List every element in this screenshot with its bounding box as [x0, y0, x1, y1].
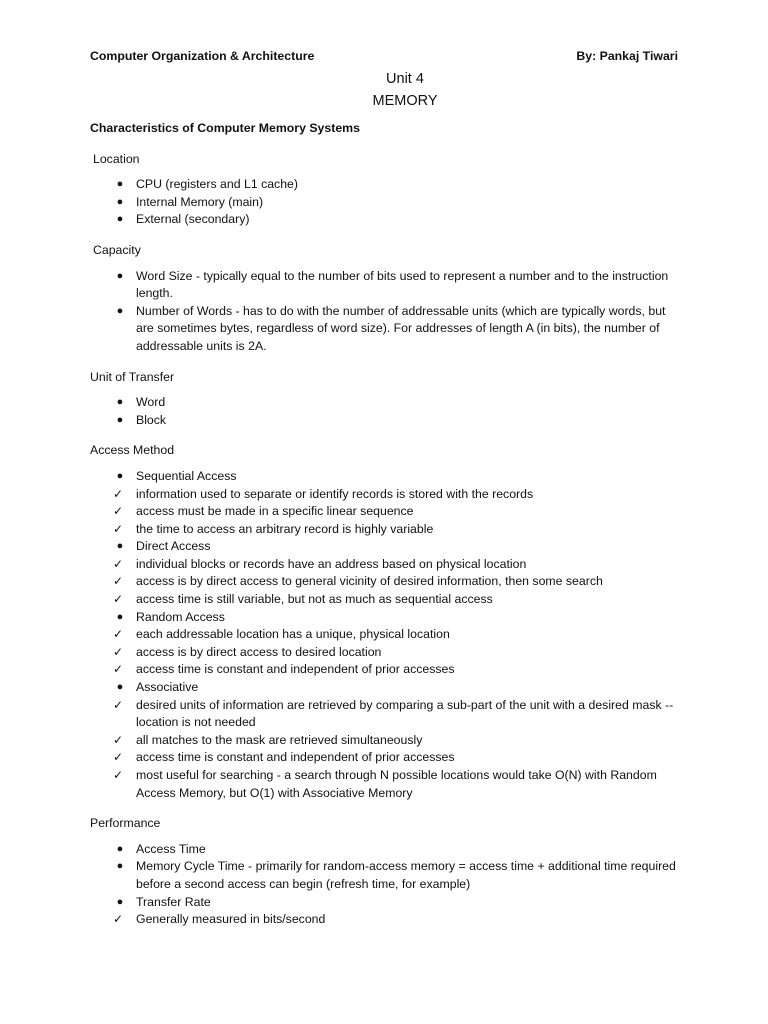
bullet-dot-icon: ● [116, 396, 124, 409]
list-item-text: all matches to the mask are retrieved simultaneously [136, 732, 423, 747]
bullet-dot-icon: ● [116, 304, 124, 317]
list-item [90, 894, 680, 912]
bullet-dot-icon: ● [116, 681, 124, 694]
item-list [90, 394, 680, 429]
checkmark-icon: ✓ [112, 504, 124, 519]
list-item-text: Transfer Rate [136, 894, 211, 909]
list-item-text: Number of Words - has to do with the number of addressable units (which are typically words, but are sometimes bytes, regardless of word size). For addresses of length A (in bits), the number of addressable units is 2A. [136, 303, 666, 353]
list-item-text: Random Access [136, 609, 225, 624]
list-item [90, 732, 680, 750]
list-item [90, 486, 680, 504]
checkmark-icon: ✓ [112, 912, 124, 927]
list-item [90, 858, 680, 893]
list-item-text: individual blocks or records have an address based on physical location [136, 556, 527, 571]
author-credit: By: Pankaj Tiwari [576, 49, 678, 63]
bullet-dot-icon: ● [116, 213, 124, 226]
section-title: Performance [90, 816, 161, 831]
list-item-text: Internal Memory (main) [136, 194, 264, 209]
checkmark-icon: ✓ [112, 592, 124, 607]
list-item-text: most useful for searching - a search through N possible locations would take O(N) with Random Access Memory, but O(1) with Associative Memory [136, 768, 657, 800]
list-item [90, 841, 680, 859]
checkmark-icon: ✓ [112, 644, 124, 659]
list-item [90, 521, 680, 539]
list-item [90, 211, 680, 229]
checkmark-icon: ✓ [112, 574, 124, 589]
checkmark-icon: ✓ [112, 697, 124, 712]
list-item-text: access is by direct access to desired location [136, 644, 382, 659]
bullet-dot-icon: ● [116, 195, 124, 208]
list-item [90, 194, 680, 212]
list-item [90, 591, 680, 609]
list-item [90, 573, 680, 591]
checkmark-icon: ✓ [112, 486, 124, 501]
course-title: Computer Organization & Architecture [90, 49, 315, 63]
unit-number: Unit 4 [386, 71, 424, 87]
page-header [90, 46, 680, 68]
section-title: Unit of Transfer [90, 369, 175, 384]
bullet-dot-icon: ● [116, 413, 124, 426]
bullet-dot-icon: ● [116, 842, 124, 855]
bullet-dot-icon: ● [116, 269, 124, 282]
document-page [90, 46, 680, 929]
list-item-text: desired units of information are retrieved by comparing a sub-part of the unit with a desired mask -- location is not needed [136, 697, 674, 730]
list-item-text: Block [136, 412, 167, 427]
list-item [90, 468, 680, 486]
list-item-text: the time to access an arbitrary record is highly variable [136, 521, 434, 536]
list-item-text: Memory Cycle Time - primarily for random-access memory = access time + additional time required before a second access can begin (refresh time, for example) [136, 859, 676, 891]
list-item [90, 303, 680, 356]
list-item-text: Generally measured in bits/second [136, 912, 326, 927]
list-item [90, 268, 680, 303]
list-item [90, 644, 680, 662]
bullet-dot-icon: ● [116, 895, 124, 908]
list-item [90, 503, 680, 521]
list-item-text: External (secondary) [136, 212, 250, 227]
list-item-text: Word [136, 395, 166, 410]
list-item-text: Word Size - typically equal to the number of bits used to represent a number and to the instruction length. [136, 268, 669, 301]
section-list [90, 151, 680, 929]
list-item [90, 697, 680, 732]
bullet-dot-icon: ● [116, 540, 124, 553]
list-item [90, 394, 680, 412]
list-item [90, 911, 680, 929]
unit-topic: MEMORY [372, 93, 438, 109]
list-item [90, 176, 680, 194]
list-item [90, 556, 680, 574]
item-list [90, 841, 680, 929]
list-item-text: Access Time [136, 841, 206, 856]
item-list [90, 468, 680, 802]
list-item-text: access time is constant and independent of prior accesses [136, 750, 455, 765]
list-item-text: Direct Access [136, 539, 211, 554]
checkmark-icon: ✓ [112, 662, 124, 677]
list-item [90, 538, 680, 556]
list-item-text: access is by direct access to general vicinity of desired information, then some search [136, 574, 603, 589]
bullet-dot-icon: ● [116, 610, 124, 623]
list-item-text: each addressable location has a unique, physical location [136, 627, 450, 642]
bullet-dot-icon: ● [116, 860, 124, 873]
checkmark-icon: ✓ [112, 768, 124, 782]
list-item-text: access must be made in a specific linear sequence [136, 504, 414, 519]
list-item [90, 412, 680, 430]
checkmark-icon: ✓ [112, 627, 124, 642]
bullet-dot-icon: ● [116, 469, 124, 482]
list-item-text: access time is still variable, but not as much as sequential access [136, 592, 493, 607]
list-item [90, 609, 680, 627]
list-item-text: CPU (registers and L1 cache) [136, 177, 298, 192]
list-item [90, 767, 680, 802]
checkmark-icon: ✓ [112, 732, 124, 747]
list-item [90, 749, 680, 767]
checkmark-icon: ✓ [112, 750, 124, 765]
section-title: Capacity [93, 242, 141, 257]
list-item-text: Sequential Access [136, 468, 237, 483]
item-list [90, 176, 680, 229]
list-item [90, 679, 680, 697]
list-item-text: Associative [136, 680, 199, 695]
checkmark-icon: ✓ [112, 556, 124, 571]
checkmark-icon: ✓ [112, 521, 124, 536]
section-title: Location [93, 151, 140, 166]
list-item [90, 661, 680, 679]
list-item [90, 626, 680, 644]
list-item-text: information used to separate or identify records is stored with the records [136, 486, 534, 501]
item-list [90, 268, 680, 356]
section-title: Access Method [90, 443, 175, 458]
main-heading: Characteristics of Computer Memory Systems [90, 121, 360, 135]
bullet-dot-icon: ● [116, 178, 124, 191]
list-item-text: access time is constant and independent of prior accesses [136, 662, 455, 677]
